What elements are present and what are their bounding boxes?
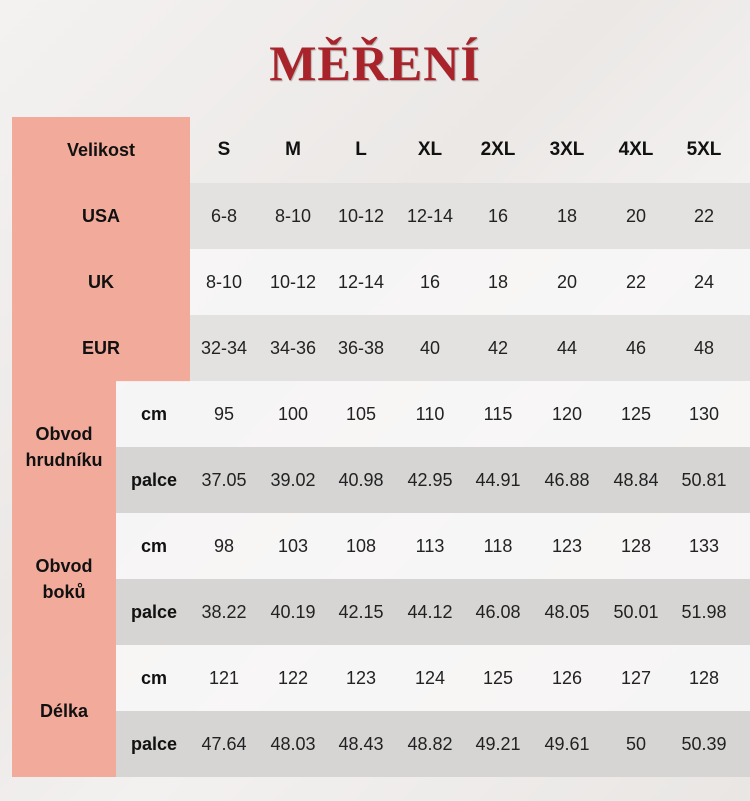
- size-header-2xl: 2XL: [480, 139, 516, 160]
- size-header-4xl: 4XL: [618, 139, 654, 160]
- size-header-xl: XL: [417, 139, 443, 160]
- header-label: Velikost: [66, 140, 136, 160]
- table-cell: 95: [213, 404, 235, 424]
- table-cell: 125: [482, 668, 514, 688]
- unit-label-cm: cm: [140, 668, 167, 688]
- table-cell: 123: [551, 536, 583, 556]
- table-cell: 40.98: [338, 470, 384, 490]
- size-header-l: L: [355, 139, 367, 160]
- table-cell: 115: [483, 404, 513, 424]
- table-cell: 18: [556, 206, 578, 226]
- table-cell: 100: [277, 404, 309, 424]
- table-cell: 50: [625, 734, 647, 754]
- table-cell: 127: [620, 668, 652, 688]
- table-cell: 48.03: [270, 734, 316, 754]
- table-cell: 22: [693, 206, 715, 226]
- table-cell: 37.05: [201, 470, 247, 490]
- table-cell: 6-8: [210, 206, 237, 226]
- table-cell: 10-12: [269, 272, 317, 292]
- size-header-5xl: 5XL: [686, 139, 722, 160]
- table-cell: 42.15: [338, 602, 384, 622]
- table-cell: 120: [551, 404, 583, 424]
- table-cell: 36-38: [337, 338, 385, 358]
- table-cell: 46.08: [475, 602, 521, 622]
- table-cell: 110: [415, 404, 445, 424]
- table-cell: 48.82: [407, 734, 453, 754]
- table-cell: 125: [620, 404, 652, 424]
- table-cell: 12-14: [337, 272, 385, 292]
- table-cell: 47.64: [201, 734, 247, 754]
- table-cell: 128: [688, 668, 720, 688]
- table-cell: 48.43: [338, 734, 384, 754]
- table-cell: 40.19: [270, 602, 316, 622]
- table-cell: 126: [551, 668, 583, 688]
- table-cell: 48.84: [613, 470, 659, 490]
- table-cell: 103: [277, 536, 309, 556]
- size-header-m: M: [285, 139, 301, 160]
- table-cell: 22: [625, 272, 647, 292]
- group-label-line1: Obvod: [35, 556, 93, 576]
- table-cell: 42: [487, 338, 509, 358]
- unit-label-palce: palce: [130, 602, 178, 622]
- group-label: [12, 421, 116, 473]
- table-cell: 39.02: [270, 470, 316, 490]
- row-label-eur: EUR: [81, 338, 120, 358]
- table-cell: 113: [415, 536, 445, 556]
- group-label-line2: hrudníku: [25, 450, 103, 470]
- table-cell: 48.05: [544, 602, 590, 622]
- table-cell: 44.12: [407, 602, 453, 622]
- table-cell: 124: [414, 668, 446, 688]
- table-cell: 46.88: [544, 470, 590, 490]
- table-cell: 98: [213, 536, 235, 556]
- table-cell: 34-36: [269, 338, 317, 358]
- table-cell: 16: [419, 272, 441, 292]
- table-cell: 49.61: [544, 734, 590, 754]
- table-cell: 49.21: [475, 734, 521, 754]
- group-label-line1: Obvod: [35, 424, 93, 444]
- table-cell: 24: [693, 272, 715, 292]
- group-label-line2: boků: [42, 582, 86, 602]
- table-cell: 51.98: [681, 602, 727, 622]
- table-cell: 105: [345, 404, 377, 424]
- table-cell: 20: [625, 206, 647, 226]
- table-cell: 8-10: [274, 206, 312, 226]
- group-label-line1: Délka: [39, 701, 89, 721]
- table-cell: 18: [487, 272, 509, 292]
- table-cell: 44: [556, 338, 578, 358]
- table-cell: 48: [693, 338, 715, 358]
- size-header-3xl: 3XL: [549, 139, 585, 160]
- unit-label-palce: palce: [130, 470, 178, 490]
- table-cell: 8-10: [205, 272, 243, 292]
- unit-label-cm: cm: [140, 404, 167, 424]
- table-cell: 38.22: [201, 602, 247, 622]
- table-cell: 16: [487, 206, 509, 226]
- table-cell: 50.01: [613, 602, 659, 622]
- table-cell: 20: [556, 272, 578, 292]
- table-cell: 46: [625, 338, 647, 358]
- table-cell: 123: [345, 668, 377, 688]
- table-cell: 130: [688, 404, 720, 424]
- table-cell: 108: [345, 536, 377, 556]
- table-cell: 44.91: [475, 470, 521, 490]
- table-cell: 40: [419, 338, 441, 358]
- table-cell: 12-14: [406, 206, 454, 226]
- size-header-s: S: [217, 139, 231, 160]
- table-cell: 128: [620, 536, 652, 556]
- table-cell: 118: [483, 536, 513, 556]
- page-title: MĚŘENÍ: [269, 35, 481, 91]
- table-cell: 50.39: [681, 734, 727, 754]
- table-cell: 32-34: [200, 338, 248, 358]
- row-label-usa: USA: [81, 206, 120, 226]
- table-cell: 133: [688, 536, 720, 556]
- unit-label-palce: palce: [130, 734, 178, 754]
- unit-label-cm: cm: [140, 536, 167, 556]
- table-cell: 50.81: [681, 470, 727, 490]
- table-cell: 42.95: [407, 470, 453, 490]
- group-label: [12, 698, 116, 724]
- table-cell: 122: [277, 668, 309, 688]
- group-label: [12, 553, 116, 605]
- table-cell: 10-12: [337, 206, 385, 226]
- row-label-uk: UK: [88, 272, 114, 292]
- table-cell: 121: [208, 668, 240, 688]
